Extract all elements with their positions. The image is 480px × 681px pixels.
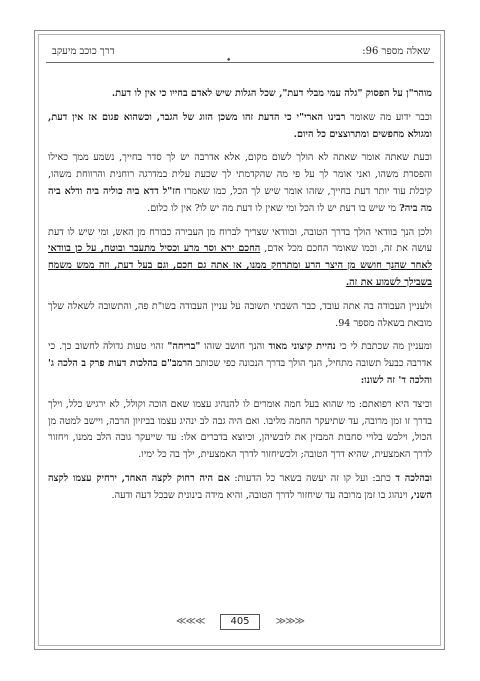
header-book-title: דרך כוכב מיעקב xyxy=(52,46,115,57)
text-run: וינהוג בו זמן מרובה עד שיחזור לדרך הטובה, והיא מידה בינונית שבכל דעה ודעה. xyxy=(111,489,411,501)
header-question-number: שאלה מספר 96: xyxy=(362,46,430,57)
header-rule xyxy=(46,62,434,63)
paragraph xyxy=(48,86,432,103)
text-run: אם היה רחוק לקצה האחד, ירחיק עצמו לקצה השני, xyxy=(48,472,432,501)
text-run: "בריחה" xyxy=(167,341,201,353)
paragraph xyxy=(48,397,432,464)
text-run: מוהר"ן על הפסוק xyxy=(362,88,432,99)
paragraph xyxy=(48,150,432,217)
text-run: ומעניין מה שכתבת לי כי xyxy=(335,341,432,353)
text-run: ולעניין העבודה בה אתה עובד, כבר השבתי תשובה על עניין העבודה בשו"ת פה, והתשובה לשאלה שלך מובאת בשאלה מספר 94. xyxy=(48,300,432,329)
text-run: חז"ל דדא ביה כוליה ביה ודלא ביה מה ביה? xyxy=(48,185,432,214)
text-run: , שכל הגלות שיש לאדם בחייו כי אין לו דעת. xyxy=(111,88,283,99)
text-run: והנך חושב שזהו xyxy=(200,341,269,353)
header-ornament: • xyxy=(226,56,232,66)
paragraph xyxy=(48,225,432,292)
paragraph xyxy=(48,110,432,144)
text-run: ובהלכה ד xyxy=(395,472,432,484)
main-text xyxy=(48,86,432,606)
footer-ornament-right: ≫≫≫ xyxy=(275,616,304,627)
page-number: 405 xyxy=(220,614,260,630)
text-run: ולכן הנך בוודאי הולך בדרך הטובה, ובוודאי שצריך לברוח מן העבירה כבורח מן האש, ומי שיש לו דעת עושה את זה, וכמו שאומר החכם מכל אדם, xyxy=(48,226,432,255)
page-footer xyxy=(176,612,304,634)
text-run: כתב: ועל קו זה יעשה בשאר כל הדעות: xyxy=(229,472,396,484)
paragraph xyxy=(48,299,432,333)
paragraph xyxy=(48,471,432,505)
text-run: וכעת שאתה אומר שאתה לא הולך לשום מקום, אלא אדרבה יש לך סדר בחייך, נשמע ממך כאילו והפסדת משהו, ואני אומר לך על פי מה שהקדמתי לך שכעת עלית במדרגה רוחנית והרווחת משהו, קיבלת עוד יותר דעת בחייך, שזהו אומר שיש לך הכל, כמו שאמרו xyxy=(48,152,432,197)
text-run: "גלה עמי מבלי דעת" xyxy=(282,88,363,99)
text-run: רבינו הארי"י כי הדעת זהו משכן הזוג של הגבר, וכשהוא פגום אז אין דעת, ומגולא מחפשים ומתרוצצים כל היום. xyxy=(48,111,432,140)
text-run: זהוי טעות גדולה לחשוב כך. כי אדרבה כבעל תשובה מתחיל, הנך הולך בדרך הנכונה כפי שכותב xyxy=(48,341,432,370)
paragraph xyxy=(48,339,432,389)
text-run: הרמב"ם בהלכות דעות פרק ב הלכה ג' והלכה ד' זה לשונו: xyxy=(48,358,432,386)
text-run: וכיצד היא רפואתם: מי שהוא בעל חמה אומרים לו להנהיג עצמו שאם הוכה וקולל, לא ירגיש כלל, וילך בדרך זו זמן מרובה, עד שתיעקר החמה מליבו. ואם היה גבה לב ינהיג עצמו בביזיון הרבה, ויישב למטה מן הכול, וילבש בלויי סחבות המבזין את לובשיהן, וכיוצא בדברים אלו: עד שייעקר גובה הלב ממנו, ויחזור לדרך האמצעית, שהיא דרך הטובה; ולכשיחזור לדרך האמצעית, ילך בה כל ימיו. xyxy=(48,398,432,461)
text-run: מי שיש בו דעת יש לו הכל ומי שאין לו דעת מה יש לו? אין לו כלום. xyxy=(147,202,400,214)
text-run: החכם ירא וסר מרע וכסיל מתעבר ובוטח, על כן בוודאי לאחר שהנך חושש מן היצר הרע ומתרחק ממנו, אז אתה גם חכם, וגם בעל דעת, וזה ממש משמח בשבילך לשמוע את זה. xyxy=(48,243,432,288)
footer-ornament-left: ≪≪≪ xyxy=(176,616,205,627)
running-header xyxy=(46,44,434,60)
text-run: וכבר ידוע מה שאומר xyxy=(345,111,432,123)
text-run: נהיית קיצוני מאוד xyxy=(268,341,336,353)
